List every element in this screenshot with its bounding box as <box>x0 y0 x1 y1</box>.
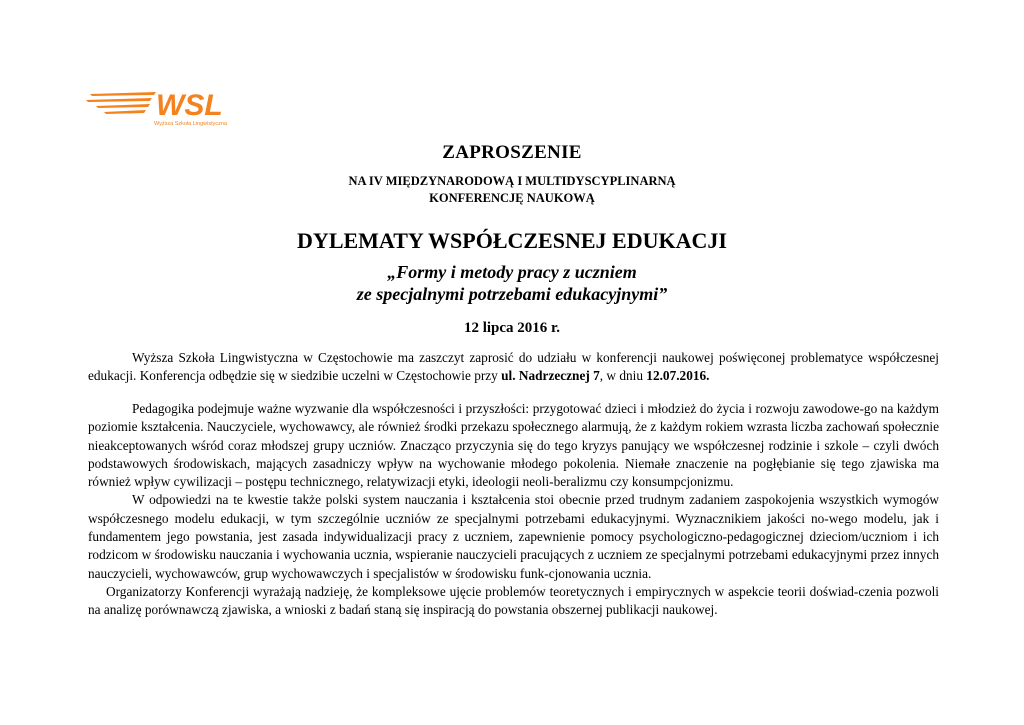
logo-subtitle: Wyższa Szkoła Lingwistyczna <box>154 121 228 127</box>
body-text <box>88 400 939 620</box>
page-title: ZAPROSZENIE <box>442 142 582 163</box>
intro-text: Wyższa Szkoła Lingwistyczna w Częstochowie ma zaszczyt zaprosić do udziału w konferencji naukowej poświęconej problematyce współczesnej edukacji. Konferencja odbędzie się w siedzibie uczelni w Częstochowie przy <box>88 350 939 384</box>
subtitle-line-1: NA IV MIĘDZYNARODOWĄ I MULTIDYSCYPLINARNĄ <box>348 174 676 188</box>
intro-text-middle: , w dniu <box>599 368 647 384</box>
wsl-logo-graphic <box>86 82 236 128</box>
logo-letters: WSL <box>156 89 223 122</box>
conference-date: 12 lipca 2016 r. <box>463 320 561 336</box>
body-paragraph-3: Organizatorzy Konferencji wyrażają nadzieję, że kompleksowe ujęcie problemów teoretycznych i empirycznych w aspekcie teorii doświad-czenia pozwoli na analizę porównawczą zjawiska, a wnioski z badań staną się inspiracją do powstania obszernej publikacji naukowej. <box>88 583 939 618</box>
topic-line-2: ze specjalnymi potrzebami edukacyjnymi” <box>356 284 668 304</box>
intro-paragraph <box>88 349 939 386</box>
body-paragraph-1: Pedagogika podejmuje ważne wyzwanie dla współczesności i przyszłości: przygotować dzieci i młodzież do życia i rozwoju zawodowe-go na każdym poziomie kształcenia. Nauczyciele, wychowawcy, ale również środki przekazu społecznego alarmują, że z każdym rokiem wzrasta liczba zachowań społecznie nieakceptowanych wśród coraz młodszej grupy uczniów. Znacząco przyczynia się do tego kryzys panujący we współczesnej rodzinie i szkole – czyli dwóch podstawowych środowiskach, mających zasadniczy wpływ na wychowanie młodego pokolenia. Niemałe znaczenie na pogłębianie się tego zjawiska ma również wpływ cywilizacji – postępu technicznego, relatywizacji etyki, ideologii neoli-beralizmu czy konsumpcjonizmu. <box>88 401 939 490</box>
event-date: 12.07.2016. <box>646 368 710 384</box>
conference-title: DYLEMATY WSPÓŁCZESNEJ EDUKACJI <box>297 228 727 253</box>
body-paragraph-2: W odpowiedzi na te kwestie także polski system nauczania i kształcenia stoi obecnie przed trudnym zadaniem zaspokojenia wszystkich wymogów współczesnego modelu edukacji, w tym szczególnie uczniów ze specjalnymi potrzebami edukacyjnymi. Wyznacznikiem jakości no-wego modelu, jak i fundamentem jego powstania, jest zasada indywidualizacji pracy z uczniem, zapewnienie pomocy psychologiczno-pedagogicznej dzieciom/uczniom i ich rodzicom w środowisku nauczania i wychowania ucznia, wspieranie nauczycieli pracujących z uczniem ze specjalnymi potrzebami edukacyjnymi przez innych nauczycieli, wychowawców, grup wychowawczych i specjalistów w środowisku funk-cjonowania ucznia. <box>88 492 939 581</box>
venue-address: ul. Nadrzecznej 7 <box>501 368 600 384</box>
subtitle-line-2: KONFERENCJĘ NAUKOWĄ <box>429 191 595 205</box>
topic-line-1: „Formy i metody pracy z uczniem <box>387 262 637 282</box>
wsl-logo <box>86 82 236 128</box>
